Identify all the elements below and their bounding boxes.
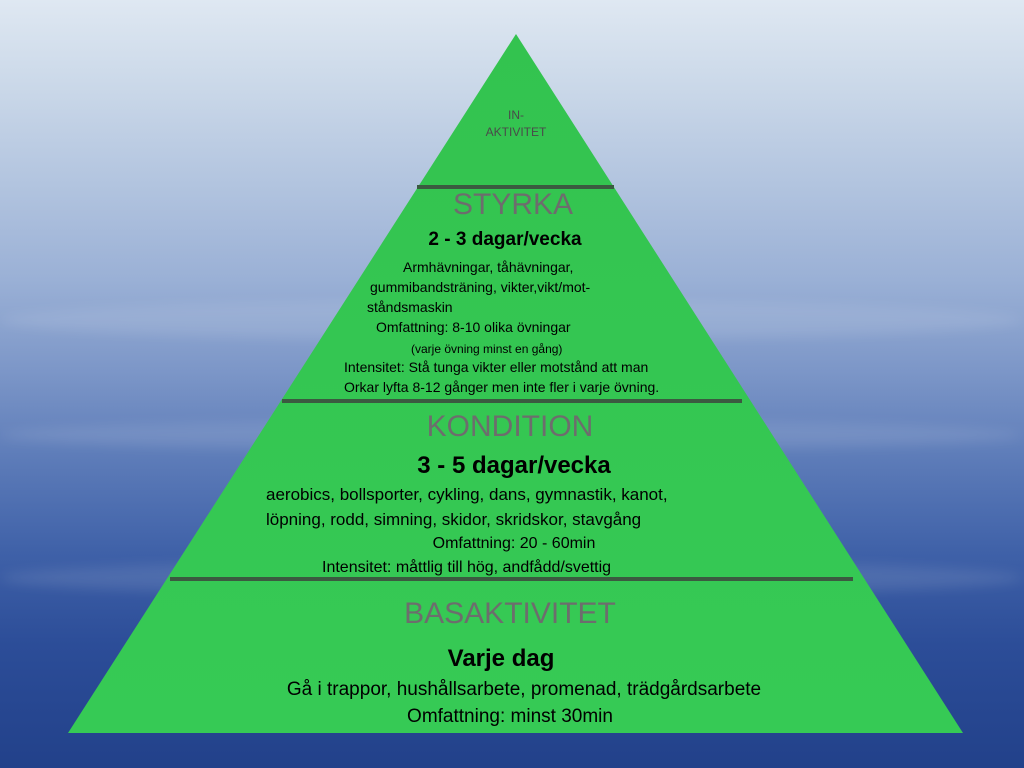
styrka-line: Armhävningar, tåhävningar, — [403, 259, 574, 275]
basaktivitet-title: BASAKTIVITET — [404, 597, 616, 630]
inaktivitet-label-line1: IN- — [508, 108, 524, 122]
styrka-line: gummibandsträning, vikter,vikt/mot- — [370, 279, 591, 295]
basaktivitet-line: Gå i trappor, hushållsarbete, promenad, trädgårdsarbete — [286, 679, 762, 700]
basaktivitet-frequency: Varje dag — [447, 645, 555, 672]
kondition-frequency: 3 - 5 dagar/vecka — [417, 452, 611, 479]
styrka-line: ståndsmaskin — [367, 299, 453, 315]
styrka-line: Orkar lyfta 8-12 gånger men inte fler i varje övning. — [344, 379, 660, 395]
styrka-line: Intensitet: Stå tunga vikter eller motstånd att man — [344, 359, 649, 375]
styrka-title: STYRKA — [452, 188, 574, 221]
kondition-line: löpning, rodd, simning, skidor, skridskor, stavgång — [266, 510, 642, 529]
kondition-title: KONDITION — [426, 410, 594, 443]
kondition-line: aerobics, bollsporter, cykling, dans, gymnastik, kanot, — [266, 485, 668, 504]
kondition-line: Intensitet: måttlig till hög, andfådd/svettig — [322, 559, 612, 576]
styrka-line: (varje övning minst en gång) — [411, 342, 563, 356]
styrka-frequency: 2 - 3 dagar/vecka — [428, 229, 582, 250]
basaktivitet-line: Omfattning: minst 30min — [407, 706, 613, 727]
kondition-line: Omfattning: 20 - 60min — [432, 535, 596, 552]
inaktivitet-label-line2: AKTIVITET — [485, 125, 547, 139]
styrka-line: Omfattning: 8-10 olika övningar — [376, 319, 571, 335]
